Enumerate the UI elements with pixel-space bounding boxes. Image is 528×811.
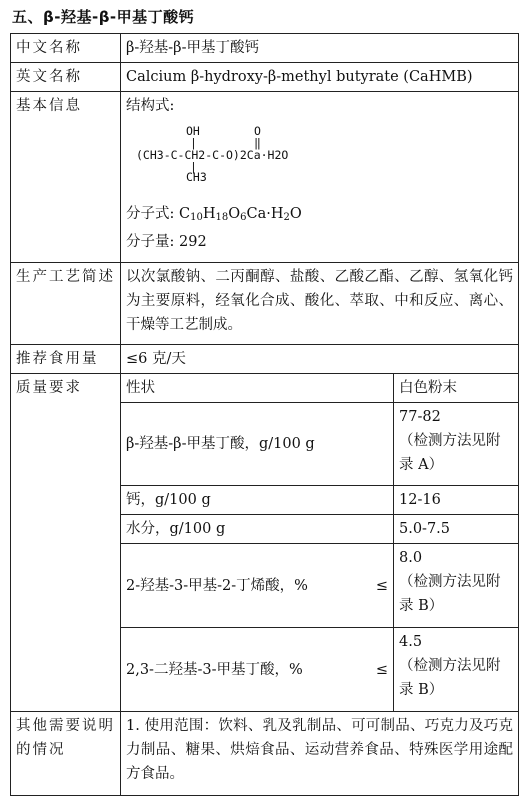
formula-part: O (289, 206, 302, 222)
row-en-name (11, 63, 519, 92)
weight-label: 分子量: (126, 234, 175, 250)
formula-part: O (228, 206, 241, 222)
other-value: 1. 使用范围：饮料、乳及乳制品、可可制品、巧克力及巧克力制品、糖果、烘焙食品、运动营养食品、特殊医学用途配方食品。 (121, 712, 519, 796)
structure-double-bond: ‖ (254, 136, 261, 150)
structural-formula (136, 122, 513, 200)
quality-item-name: 钙，g/100 g (121, 486, 394, 515)
quality-item-name-cell (121, 628, 394, 712)
en-name-label: 英文名称 (11, 63, 121, 92)
process-label: 生产工艺简述 (11, 263, 121, 345)
row-cn-name (11, 34, 519, 63)
quality-item-value: 4.5 （检测方法见附录 B） (394, 628, 519, 712)
structure-bond-up: | (190, 136, 197, 150)
quality-item-value: 白色粉末 (394, 374, 519, 403)
quality-item-value: 77-82 （检测方法见附录 A） (394, 403, 519, 486)
quality-item-name: 性状 (121, 374, 394, 403)
formula-part: 6 (240, 212, 247, 223)
other-label: 其他需要说明的情况 (11, 712, 121, 796)
row-other (11, 712, 519, 796)
row-basic-info (11, 92, 519, 263)
molecular-weight (126, 230, 513, 254)
ingredient-table (10, 33, 519, 796)
structure-oh: OH (186, 124, 200, 138)
quality-item-value: 5.0-7.5 (394, 515, 519, 544)
formula-part: 2 (283, 212, 290, 223)
quality-item-symbol: ≤ (375, 661, 388, 678)
structure-main-chain: (CH3-C-CH2-C-O)2Ca·H2O (136, 148, 289, 162)
quality-item-symbol: ≤ (375, 577, 388, 594)
quality-row (11, 374, 519, 403)
dosage-label: 推荐食用量 (11, 345, 121, 374)
formula-part: 10 (190, 212, 203, 223)
quality-item-name: β-羟基-β-甲基丁酸，g/100 g (121, 403, 394, 486)
row-process (11, 263, 519, 345)
structure-bond-down: | (190, 160, 197, 174)
quality-item-name: 2,3-二羟基-3-甲基丁酸，% (126, 661, 303, 678)
quality-item-value: 8.0 （检测方法见附录 B） (394, 544, 519, 628)
formula-part: 18 (215, 212, 229, 223)
formula-part: C (179, 206, 191, 222)
quality-item-name-cell (121, 544, 394, 628)
en-name-value: Calcium β-hydroxy-β-methyl butyrate (CaHMB) (121, 63, 519, 92)
row-dosage (11, 345, 519, 374)
quality-item-name: 2-羟基-3-甲基-2-丁烯酸，% (126, 577, 308, 594)
formula-label: 分子式: (126, 206, 175, 222)
structure-label: 结构式: (126, 98, 175, 114)
quality-item-name: 水分，g/100 g (121, 515, 394, 544)
quality-item-value: 12-16 (394, 486, 519, 515)
molecular-formula (126, 202, 513, 230)
process-value: 以次氯酸钠、二丙酮醇、盐酸、乙酸乙酯、乙醇、氢氧化钙为主要原料，经氧化合成、酸化、萃取、中和反应、离心、干燥等工艺制成。 (121, 263, 519, 345)
formula-part: Ca·H (246, 206, 284, 222)
formula-part: H (202, 206, 216, 222)
basic-info-label: 基本信息 (11, 92, 121, 263)
structure-ch3: CH3 (186, 170, 207, 184)
cn-name-value: β-羟基-β-甲基丁酸钙 (121, 34, 519, 63)
structure-o: O (254, 124, 261, 138)
quality-label: 质量要求 (11, 374, 121, 712)
basic-info-cell (121, 92, 519, 263)
cn-name-label: 中文名称 (11, 34, 121, 63)
weight-value: 292 (179, 234, 207, 250)
dosage-value: ≤6 克/天 (121, 345, 519, 374)
section-title: 五、β-羟基-β-甲基丁酸钙 (12, 8, 195, 26)
